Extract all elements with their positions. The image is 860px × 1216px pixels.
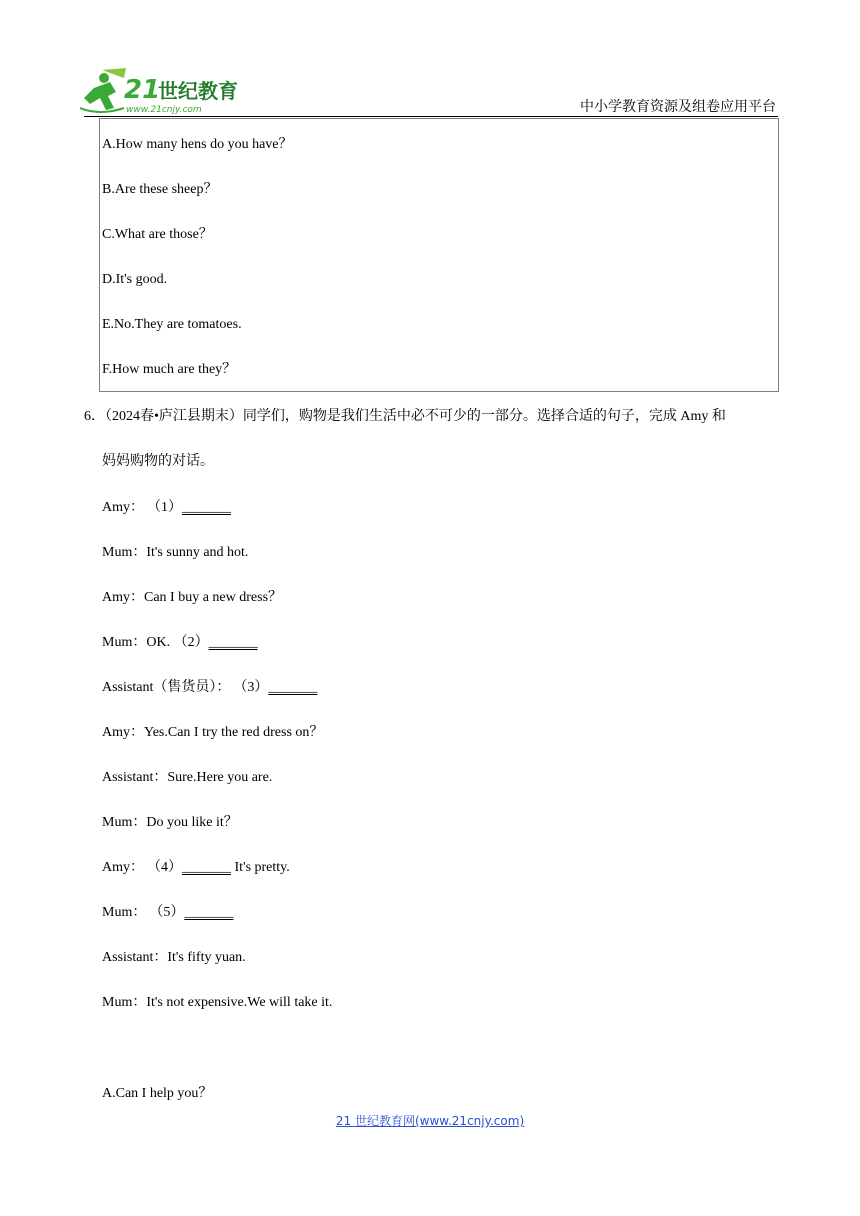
option-item: C.What are those？: [102, 227, 213, 242]
answer-blank[interactable]: _______: [208, 635, 258, 650]
dialogue-text: It's fifty yuan.: [167, 950, 246, 965]
site-logo: [80, 68, 260, 118]
dialogue-line: [102, 499, 231, 517]
dialogue-text: It's sunny and hot.: [146, 545, 249, 560]
dialogue-text: Sure.Here you are.: [167, 770, 273, 785]
answer-blank[interactable]: _______: [182, 500, 231, 515]
question-prompt-line1: 同学们，购物是我们生活中必不可少的一部分。选择合适的句子，完成 Amy 和: [242, 409, 726, 424]
footer: [0, 1112, 860, 1129]
option-item: A.How many hens do you have？: [102, 137, 293, 152]
option-item: B.Are these sheep？: [102, 182, 218, 197]
dialogue-line: [102, 904, 233, 922]
answer-blank[interactable]: _______: [184, 905, 234, 920]
dialogue-text: Can I buy a new dress？: [144, 590, 283, 605]
options-box: [99, 118, 779, 392]
dialogue-speaker: Amy：: [102, 725, 144, 740]
answer-blank[interactable]: _______: [182, 860, 231, 875]
dialogue-text: （3）: [240, 680, 269, 695]
dialogue-speaker: Assistant：: [102, 950, 168, 965]
dialogue-text: （5）: [156, 905, 185, 920]
dialogue-text: OK. （2）: [146, 635, 209, 650]
answer-blank[interactable]: _______: [268, 680, 318, 695]
dialogue-line: [102, 814, 238, 832]
dialogue-text: It's not expensive.We will take it.: [146, 995, 333, 1010]
dialogue-line: [102, 679, 317, 697]
dialogue-line: [102, 589, 282, 607]
platform-title: 中小学教育资源及组卷应用平台: [580, 99, 776, 115]
footer-link[interactable]: 21 世纪教育网(www.21cnjy.com): [335, 1114, 525, 1128]
question-number: 6．: [84, 409, 105, 424]
dialogue-speaker: Mum：: [102, 815, 147, 830]
dialogue-line: [102, 949, 246, 967]
answer-option: A.Can I help you？: [102, 1086, 213, 1101]
question-source: （2024春•庐江县期末）: [105, 409, 243, 424]
dialogue-line: [102, 544, 248, 562]
dialogue-line: [102, 634, 258, 652]
dialogue-line: [102, 769, 272, 787]
dialogue-line: [102, 859, 290, 877]
dialogue-speaker: Assistant（售货员）：: [102, 680, 231, 695]
dialogue-speaker: Mum：: [102, 635, 147, 650]
dialogue-speaker: Mum：: [102, 995, 147, 1010]
option-item: F.How much are they？: [102, 362, 237, 377]
question-6-prompt: [84, 408, 784, 426]
dialogue-speaker: Amy：: [102, 590, 144, 605]
runner-logo-icon: [80, 68, 260, 118]
dialogue-line: [102, 724, 323, 742]
option-item: E.No.They are tomatoes.: [102, 317, 242, 332]
header-divider: [84, 116, 778, 117]
dialogue-speaker: Mum：: [102, 905, 147, 920]
option-item: D.It's good.: [102, 272, 168, 287]
dialogue-speaker: Mum：: [102, 545, 147, 560]
dialogue-text: Yes.Can I try the red dress on？: [144, 725, 324, 740]
dialogue-speaker: Amy：: [102, 860, 144, 875]
svg-text:世纪教育: 世纪教育: [158, 79, 238, 103]
dialogue-text: （1）: [154, 500, 182, 515]
dialogue-speaker: Assistant：: [102, 770, 168, 785]
dialogue-text: （4）: [154, 860, 182, 875]
question-prompt-line2: 妈妈购物的对话。: [102, 454, 214, 469]
dialogue-line: [102, 994, 332, 1012]
dialogue-text: Do you like it？: [146, 815, 238, 830]
dialogue-text-after: It's pretty.: [231, 860, 290, 875]
dialogue-speaker: Amy：: [102, 500, 144, 515]
svg-text:21: 21: [124, 75, 161, 105]
svg-text:www.21cnjy.com: www.21cnjy.com: [126, 105, 202, 115]
